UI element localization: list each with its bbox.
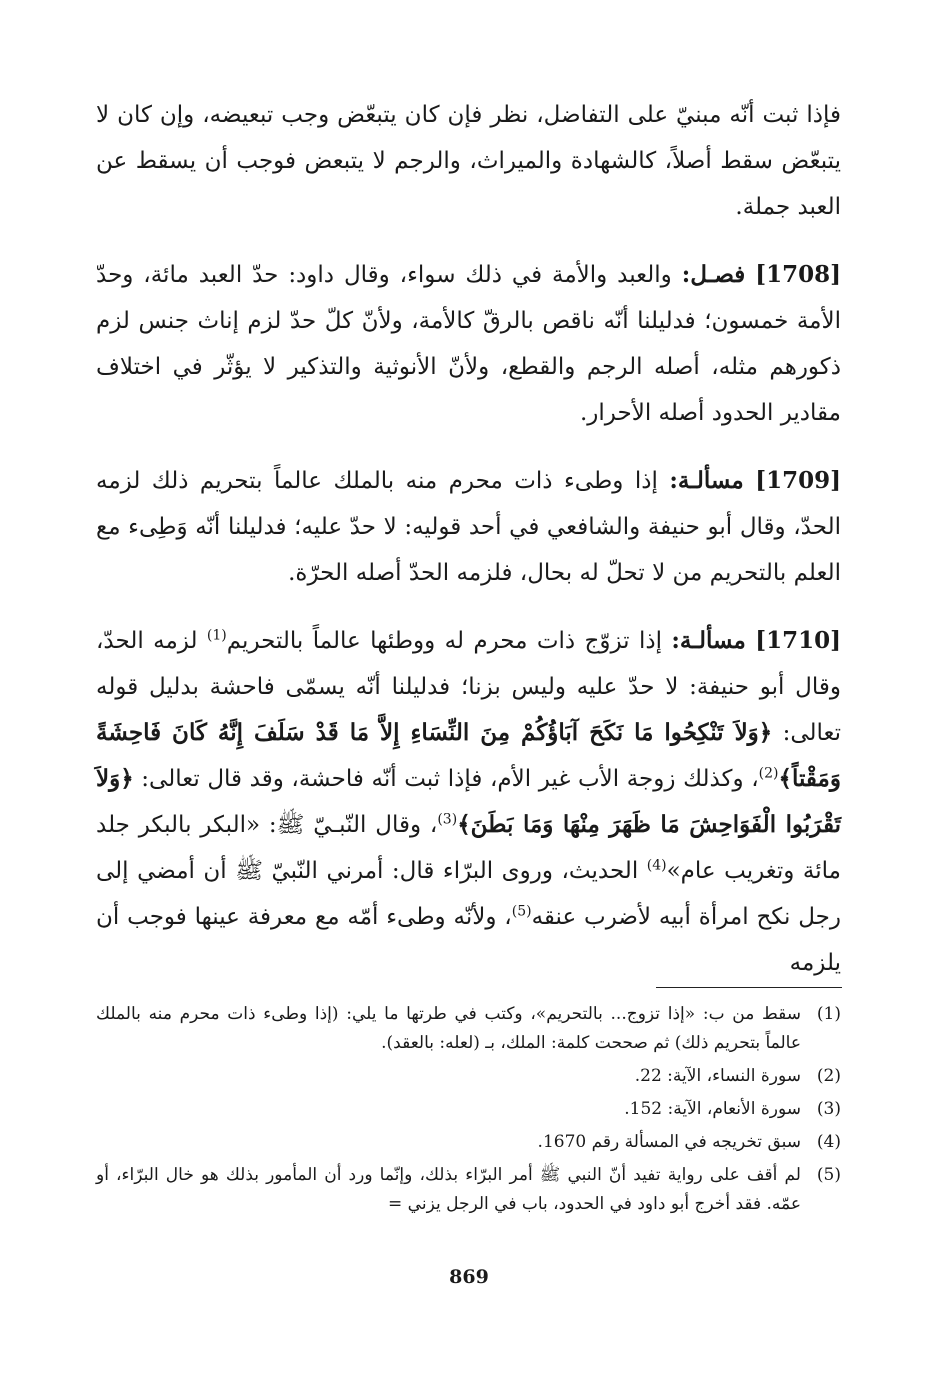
section-heading: مسألـة: bbox=[669, 467, 744, 494]
section-heading: فصـل: bbox=[681, 261, 746, 288]
paragraph-text: لزمه الحدّ، وقال أبو حنيفة: لا حدّ عليه وليس بزنا؛ فدليلنا أنّه يسمّى فاحشة بدليل قوله تعالى: bbox=[96, 628, 842, 746]
footnote-number: (4) bbox=[816, 1132, 841, 1152]
paragraph-text: الحديث، وروى البرّاء قال: أمرني النّبيّ ﷺ أن أمضي إلى رجل نكح امرأة أبيه لأضرب عنقه bbox=[96, 858, 841, 930]
section-heading: مسألـة: bbox=[671, 627, 746, 654]
footnote-text: سقط من ب: «إذا تزوج... بالتحريم»، وكتب في طرتها ما يلي: (إذا وطىء ذات محرم منه بالملك عالماً بتحريم ذلك) ثم صححت كلمة: الملك، بـ (لعله: بالعقد). bbox=[96, 1004, 801, 1053]
footnote-text: سبق تخريجه في المسألة رقم 1670. bbox=[537, 1132, 801, 1152]
footnote-number: (2) bbox=[816, 1066, 841, 1086]
footnote-text: سورة النساء، الآية: 22. bbox=[634, 1066, 801, 1086]
footnote-text: سورة الأنعام، الآية: 152. bbox=[624, 1099, 801, 1119]
footnote-text: لم أقف على رواية تفيد أنّ النبي ﷺ أمر البرّاء بذلك، وإنّما ورد أن المأمور بذلك هو خال البرّاء، أو عمّه. فقد أخرج أبو داود في الحدود، باب في الرجل يزني = bbox=[96, 1165, 801, 1214]
section-number: [1710] bbox=[755, 627, 842, 654]
main-text bbox=[96, 92, 841, 986]
paragraph-text: ، ولأنّه وطىء أمّه مع معرفة عينها فوجب أن يلزمه bbox=[96, 904, 841, 976]
footnote-ref: (2) bbox=[758, 765, 779, 782]
footnote-ref: (5) bbox=[511, 903, 532, 920]
paragraph-intro bbox=[96, 92, 841, 230]
footnote bbox=[96, 1161, 841, 1219]
paragraph-1709 bbox=[96, 458, 841, 596]
paragraph-1710 bbox=[96, 618, 841, 986]
paragraph-text: والعبد والأمة في ذلك سواء، وقال داود: حدّ العبد مائة، وحدّ الأمة خمسون؛ فدليلنا أنّه ناقص بالرقّ كالأمة، ولأنّ كلّ حدّ لزم إناث جنس لزم ذكورهم مثله، أصله الرجم والقطع، ولأنّ الأنوثية والتذكير لا يؤثّر في اختلاف مقادير الحدود أصله الأحرار. bbox=[96, 262, 841, 426]
footnote bbox=[96, 1000, 841, 1058]
section-number: [1708] bbox=[755, 261, 842, 288]
footnote-number: (3) bbox=[816, 1099, 841, 1119]
page-number: 869 bbox=[449, 1266, 489, 1288]
footnote-ref: (4) bbox=[646, 857, 667, 874]
footnote-separator bbox=[656, 987, 842, 988]
footnote-number: (5) bbox=[816, 1165, 841, 1185]
footnote-ref: (3) bbox=[437, 811, 458, 828]
paragraph-text: ، وكذلك زوجة الأب غير الأم، فإذا ثبت أنّه فاحشة، وقد قال تعالى: bbox=[133, 766, 759, 792]
quran-quote: ﴿وَلاَ تَنْكِحُوا مَا نَكَحَ آبَاؤُكُمْ مِنَ النِّسَاءِ إِلاَّ مَا قَدْ سَلَفَ إِنَّهُ كَانَ فَاحِشَةً وَمَقْتاً﴾ bbox=[96, 719, 841, 792]
section-number: [1709] bbox=[755, 467, 842, 494]
paragraph-text: إذا وطىء ذات محرم منه بالملك عالماً بتحريم ذلك لزمه الحدّ، وقال أبو حنيفة والشافعي في أحد قوليه: لا حدّ عليه؛ فدليلنا أنّه وَطِىء مع العلم بالتحريم من لا تحلّ له بحال، فلزمه الحدّ أصله الحرّة. bbox=[96, 468, 841, 586]
footnote-number: (1) bbox=[816, 1004, 841, 1024]
paragraph-text: ، وقال النّبـيّ ﷺ: «البكر بالبكر جلد مائة وتغريب عام» bbox=[96, 812, 841, 884]
footnote bbox=[96, 1095, 841, 1124]
paragraph-text: فإذا ثبت أنّه مبنيّ على التفاضل، نظر فإن كان يتبعّض وجب تبعيضه، وإن كان لا يتبعّض سقط أصلاً، كالشهادة والميراث، والرجم لا يتبعض فوجب أن يسقط عن العبد جملة. bbox=[96, 102, 841, 220]
quran-quote: ﴿وَلاَ تَقْرَبُوا الْفَوَاحِشَ مَا ظَهَرَ مِنْهَا وَمَا بَطَنَ﴾ bbox=[96, 765, 841, 838]
paragraph-text: إذا تزوّج ذات محرم له ووطئها عالماً بالتحريم bbox=[226, 628, 662, 654]
footnote bbox=[96, 1062, 841, 1091]
footnote bbox=[96, 1128, 841, 1157]
paragraph-1708 bbox=[96, 252, 841, 436]
footnotes bbox=[96, 1000, 841, 1223]
footnote-ref: (1) bbox=[206, 627, 227, 644]
